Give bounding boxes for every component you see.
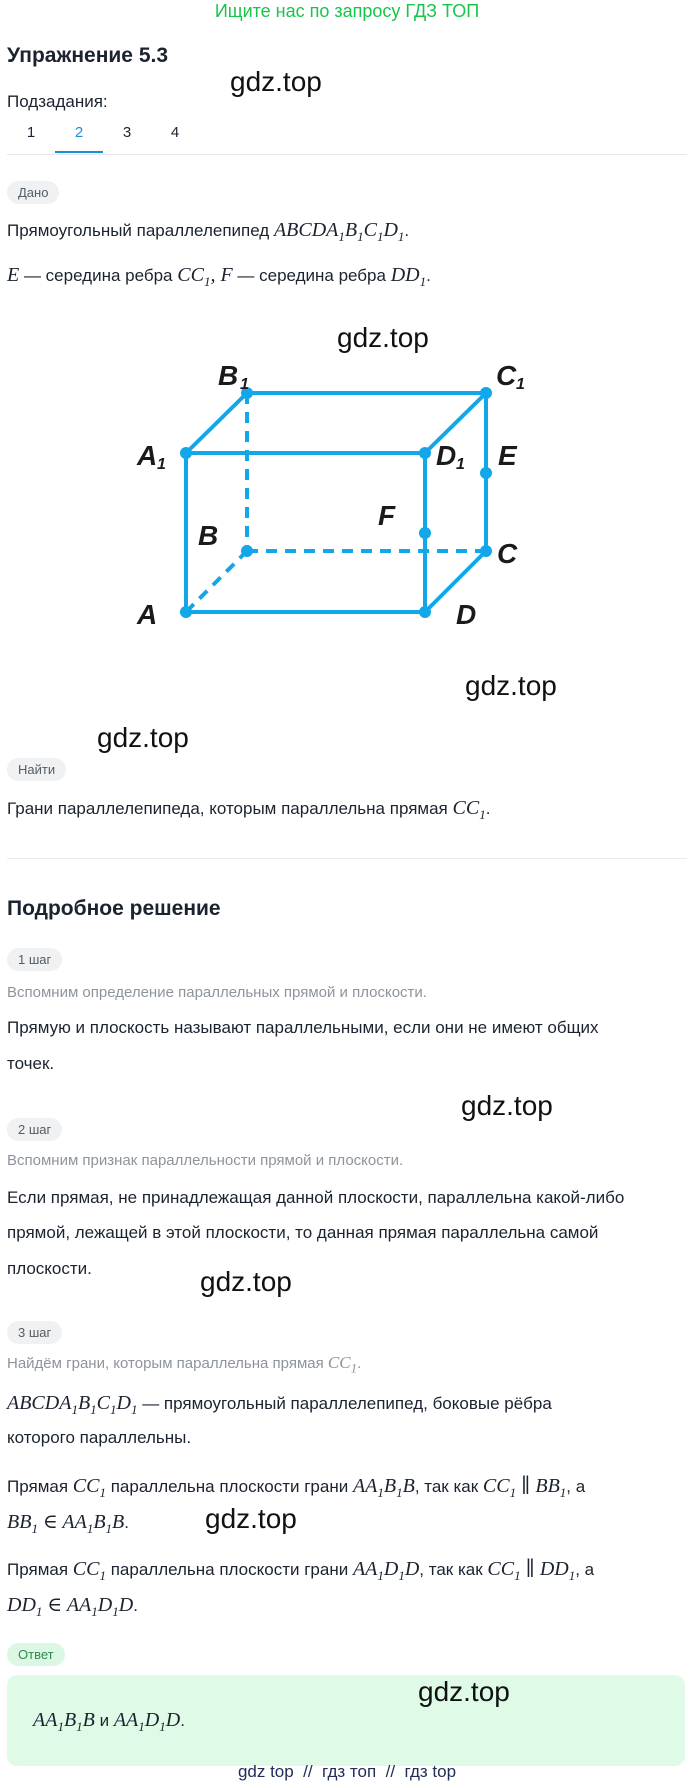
find-text: Грани параллелепипеда, которым параллельна прямая — [7, 799, 448, 818]
label-C1: C — [496, 360, 517, 391]
step-3-p2-c: , так как — [414, 1477, 479, 1496]
vertex-c — [480, 545, 492, 557]
step-3-p1-line-2: которого параллельны. — [7, 1428, 192, 1447]
label-B1-sub: 1 — [240, 376, 249, 393]
step-3-p3-b: параллельна плоскости грани — [110, 1560, 349, 1579]
given-line-1-text: Прямоугольный параллелепипед — [7, 221, 270, 240]
given-math-1: $ABCDA_1B_1C_1D_1$ — [273, 219, 405, 244]
math-p2-cc1: $CC_1$ — [72, 1475, 106, 1500]
label-A: A — [137, 599, 158, 630]
edge-ab-hidden — [186, 551, 247, 612]
answer-conj: и — [99, 1711, 110, 1730]
label-B: B — [198, 520, 219, 551]
tab-4[interactable]: 4 — [170, 124, 180, 141]
subtasks-label: Подзадания: — [7, 92, 108, 111]
step-3-p2-a: Прямая — [7, 1477, 69, 1496]
tab-1[interactable]: 1 — [26, 124, 36, 141]
step-3-hint-text: Найдём грани, которым параллельна прямая — [7, 1355, 324, 1372]
label-A1-sub: 1 — [157, 456, 166, 473]
answer-text: $AA_1B_1B$ и $AA_1D_1D$. — [33, 1709, 185, 1734]
given-line-2-text-b: — середина ребра — [237, 266, 386, 285]
given-pill: Дано — [7, 181, 59, 204]
step-1-hint: Вспомним определение параллельных прямой и плоскости. — [7, 984, 427, 1001]
label-C1-sub: 1 — [516, 376, 525, 393]
edge-a1b1 — [186, 393, 247, 453]
math-p3-cc1: $CC_1$ — [72, 1558, 106, 1583]
math-CC1: $CC_1$, F — [177, 264, 233, 289]
vertex-a — [180, 606, 192, 618]
given-line-2-text-a: — середина ребра — [23, 266, 173, 285]
watermark: gdz.top — [461, 1090, 553, 1121]
answer-pill: Ответ — [7, 1643, 65, 1666]
step-2-line-1: Если прямая, не принадлежащая данной плоскости, параллельна какой-либо — [7, 1188, 625, 1207]
label-D1: D — [436, 440, 457, 471]
step-2-pill-wrap — [7, 1118, 62, 1141]
tab-3[interactable]: 3 — [122, 124, 132, 141]
math-p3-parallel: $CC_1$ ∥ $DD_1$ — [487, 1558, 576, 1583]
page-title: Упражнение 5.3 — [7, 44, 169, 67]
step-3-p3-c: , так как — [419, 1560, 483, 1579]
section-divider — [7, 858, 687, 859]
find-pill: Найти — [7, 758, 66, 781]
answer-pill-wrap — [7, 1643, 65, 1666]
label-C: C — [497, 538, 518, 569]
step-1-line-2: точек. — [7, 1054, 55, 1073]
given-section — [7, 181, 59, 204]
promo-banner[interactable]: Ищите нас по запросу ГДЗ ТОП — [214, 1, 480, 21]
watermark: gdz.top — [465, 670, 557, 701]
label-A1: A — [137, 440, 158, 471]
tab-2[interactable]: 2 — [55, 124, 103, 153]
math-p3-face: $AA_1D_1D$ — [352, 1558, 420, 1583]
vertex-d — [419, 606, 431, 618]
watermark: gdz.top — [418, 1676, 510, 1707]
math-E: E — [7, 264, 20, 286]
step-3-p3-d: , а — [575, 1560, 595, 1579]
step-3-p3-line-2: $DD_1$ ∈ $AA_1D_1D$. — [7, 1594, 138, 1619]
math-DD1: $DD_1$ — [390, 264, 427, 289]
footer-links[interactable]: gdz top // гдз топ // гдз top — [237, 1762, 457, 1781]
math-CC1-find: $CC_1$ — [452, 797, 486, 822]
step-3-hint: Найдём грани, которым параллельна прямая $CC_1$. — [7, 1353, 362, 1376]
math-answer-2: $AA_1D_1D$ — [113, 1709, 181, 1734]
watermark: gdz.top — [205, 1503, 297, 1534]
label-D1-sub: 1 — [456, 456, 465, 473]
label-E: E — [498, 440, 517, 471]
watermark: gdz.top — [200, 1266, 292, 1297]
point-e — [480, 467, 492, 479]
math-ABCDA1B1C1D1: $ABCDA_1B_1C_1D_1$ — [7, 1392, 138, 1417]
label-F: F — [378, 500, 396, 531]
solution-heading: Подробное решение — [7, 897, 221, 920]
step-2-line-3: плоскости. — [7, 1259, 92, 1278]
watermark: gdz.top — [97, 722, 189, 753]
math-CC1-hint: $CC_1$ — [327, 1353, 358, 1376]
given-line-1: Прямоугольный параллелепипед $ABCDA_1B_1C_1D_1$. — [7, 219, 410, 244]
tabs-divider — [7, 154, 687, 155]
parallelepiped-figure — [0, 340, 694, 660]
subtask-tabs — [7, 124, 199, 153]
step-2-line-2: прямой, лежащей в этой плоскости, то данная прямая параллельна самой — [7, 1223, 599, 1242]
math-p2-in: $BB_1$ ∈ $AA_1B_1B$ — [7, 1511, 125, 1536]
step-3-p1-text: — прямоугольный параллелепипед, боковые рёбра — [142, 1394, 552, 1413]
point-f — [419, 527, 431, 539]
vertex-a1 — [180, 447, 192, 459]
step-3-pill-wrap — [7, 1321, 62, 1344]
step-2-hint: Вспомним признак параллельности прямой и плоскости. — [7, 1152, 404, 1169]
vertex-c1 — [480, 387, 492, 399]
step-2-pill: 2 шаг — [7, 1118, 62, 1141]
vertex-b — [241, 545, 253, 557]
step-3-p3-a: Прямая — [7, 1560, 69, 1579]
math-p2-face: $AA_1B_1B$ — [352, 1475, 415, 1500]
step-3-pill: 3 шаг — [7, 1321, 62, 1344]
step-1-pill-wrap — [7, 948, 62, 971]
step-1-pill: 1 шаг — [7, 948, 62, 971]
math-answer-1: $AA_1B_1B$ — [33, 1709, 95, 1734]
find-section — [7, 758, 66, 781]
math-p2-parallel: $CC_1$ ∥ $BB_1$ — [482, 1475, 567, 1500]
label-B1: B — [218, 360, 239, 391]
vertex-d1 — [419, 447, 431, 459]
label-D: D — [456, 599, 477, 630]
given-line-2: E — середина ребра $CC_1$, F — середина ребра $DD_1$. — [7, 264, 431, 289]
step-1-line-1: Прямую и плоскость называют параллельными, если они не имеют общих — [7, 1018, 599, 1037]
math-p3-in: $DD_1$ ∈ $AA_1D_1D$ — [7, 1594, 134, 1619]
watermark: gdz.top — [230, 66, 322, 97]
find-line: Грани параллелепипеда, которым параллельна прямая $CC_1$. — [7, 797, 491, 822]
step-3-p2-line-2: $BB_1$ ∈ $AA_1B_1B$. — [7, 1511, 129, 1536]
step-3-p2-d: , а — [566, 1477, 586, 1496]
step-3-p2-b: параллельна плоскости грани — [110, 1477, 349, 1496]
watermark: gdz.top — [337, 322, 429, 353]
